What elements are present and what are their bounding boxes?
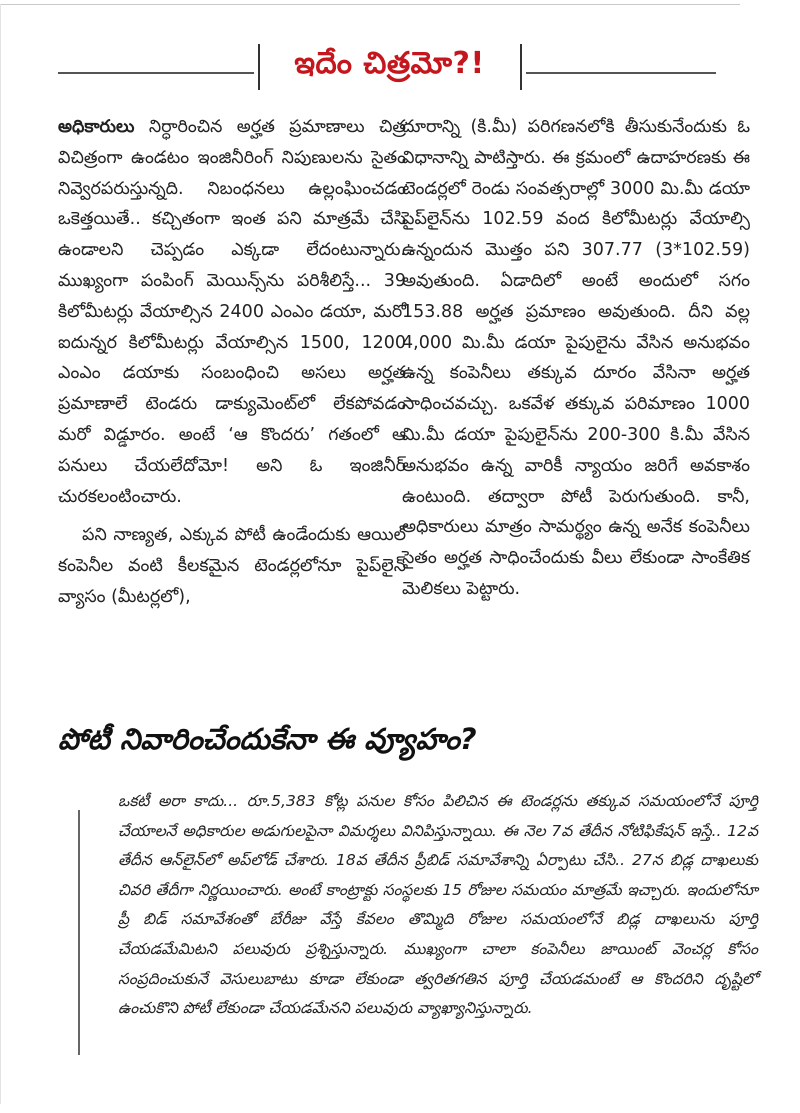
headline-right-bar	[520, 44, 522, 90]
left-paragraph-1-text: నిర్ధారించిన అర్హత ప్రమాణాలు చిత్ర విచిత్రంగా ఉండటం ఇంజినీరింగ్ నిపుణులను సైతం నివ్వెరపరుస్తున్నది. నిబంధనలు ఉల్లంఘించడం ఒకెత్తయితే.. కచ్చితంగా ఇంత పని మాత్రమే చేసి ఉండాలని చెప్పడం ఎక్కడా లేదంటున్నారు. ముఖ్యంగా పంపింగ్ మెయిన్స్‌ను పరిశీలిస్తే... 39 కిలోమీటర్లు వేయాల్సిన 2400 ఎంఎం డయా, మరో ఐదున్నర కిలోమీటర్లు వేయాల్సిన 1500, 1200 ఎంఎం డయాకు సంబంధించి అసలు అర్హత ప్రమాణాలే టెండరు డాక్యుమెంట్‌లో లేకపోవడం మరో విడ్డూరం. అంటే ‘ఆ కొందరు’ గతంలో ఆ పనులు చేయలేదోమో! అని ఓ ఇంజినీర్ చురకలంటించారు.	[58, 117, 406, 507]
top-border	[0, 4, 740, 5]
article-left-column	[58, 112, 406, 613]
right-paragraph-1: దూరాన్ని (కి.మీ) పరిగణనలోకి తీసుకునేందుకు ఓ విధానాన్ని పాటిస్తారు. ఈ క్రమంలో ఉదాహరణకు ఈ టెండర్లలో రెండు సంవత్సరాల్లో 3000 మి.మీ డయా పైప్‌లైన్‌ను 102.59 వంద కిలోమీటర్లు వేయాల్సి ఉన్నందున మొత్తం పని 307.77 (3*102.59) అవుతుంది. ఏడాదిలో అంటే అందులో సగం 153.88 అర్హత ప్రమాణం అవుతుంది. దీని వల్ల 4,000 మి.మీ డయా పైపులైను వేసిన అనుభవం ఉన్న కంపెనీలు తక్కువ దూరం వేసినా అర్హత సాధించవచ్చు. ఒకవేళ తక్కువ పరిమాణం 1000 మి.మీ డయా పైపులైన్‌ను 200-300 కి.మీ వేసిన అనుభవం ఉన్న వారికీ న్యాయం జరిగే అవకాశం ఉంటుంది. తద్వారా పోటీ పెరుగుతుంది. కానీ, అధికారులు మాత్రం సామర్థ్యం ఉన్న అనేక కంపెనీలు సైతం అర్హత సాధించేందుకు వీలు లేకుండా సాంకేతిక మెలికలు పెట్టారు.	[402, 117, 750, 599]
headline-left-rule	[58, 72, 254, 74]
article-right-column	[402, 112, 750, 605]
quote-paragraph: ఒకటీ అరా కాదు... రూ.5,383 కోట్ల పనుల కోసం పిలిచిన ఈ టెండర్లను తక్కువ సమయంలోనే పూర్తి చేయాలనే అధికారుల అడుగులపైనా విమర్శలు వినిపిస్తున్నాయి. ఈ నెల 7వ తేదీన నోటిఫికేషన్ ఇస్తే.. 12వ తేదీన ఆన్‌లైన్‌లో అప్‌లోడ్ చేశారు. 18వ తేదీన ప్రీబిడ్ సమావేశాన్ని ఏర్పాటు చేసి.. 27న బిడ్ల దాఖలుకు చివరి తేదీగా నిర్ణయించారు. అంటే కాంట్రాక్టు సంస్థలకు 15 రోజుల సమయం మాత్రమే ఇచ్చారు. ఇందులోనూ ప్రీ బిడ్ సమావేశంతో బేరీజు వేస్తే కేవలం తొమ్మిది రోజుల సమయంలోనే బిడ్ల దాఖలును పూర్తి చేయడమేమిటని పలువురు ప్రశ్నిస్తున్నారు. ముఖ్యంగా చాలా కంపెనీలు జాయింట్ వెంచర్ల కోసం సంప్రదించుకునే వెసులుబాటు కూడా లేకుండా త్వరితగతిన పూర్తి చేయడమంటే ఆ కొందరిని దృష్టిలో ఉంచుకొని పోటీ లేకుండా చేయడమేనని పలువురు వ్యాఖ్యానిస్తున్నారు.	[118, 792, 758, 1018]
lead-word: అధికారులు	[58, 117, 135, 137]
subheading: పోటీ నివారించేందుకేనా ఈ వ్యూహం?	[58, 722, 477, 756]
left-border	[0, 4, 1, 1104]
left-paragraph-1	[58, 112, 406, 512]
headline-left-bar	[258, 44, 260, 90]
quote-bar	[78, 810, 80, 1055]
headline: ఇదేం చిత్రమో?!	[294, 46, 485, 81]
headline-right-rule	[526, 72, 716, 74]
left-paragraph-2: పని నాణ్యత, ఎక్కువ పోటీ ఉండేందుకు ఆయిల్ కంపెనీల వంటి కీలకమైన టెండర్లలోనూ పైప్‌లైన్ వ్యాసం (మీటర్లలో),	[58, 525, 406, 607]
